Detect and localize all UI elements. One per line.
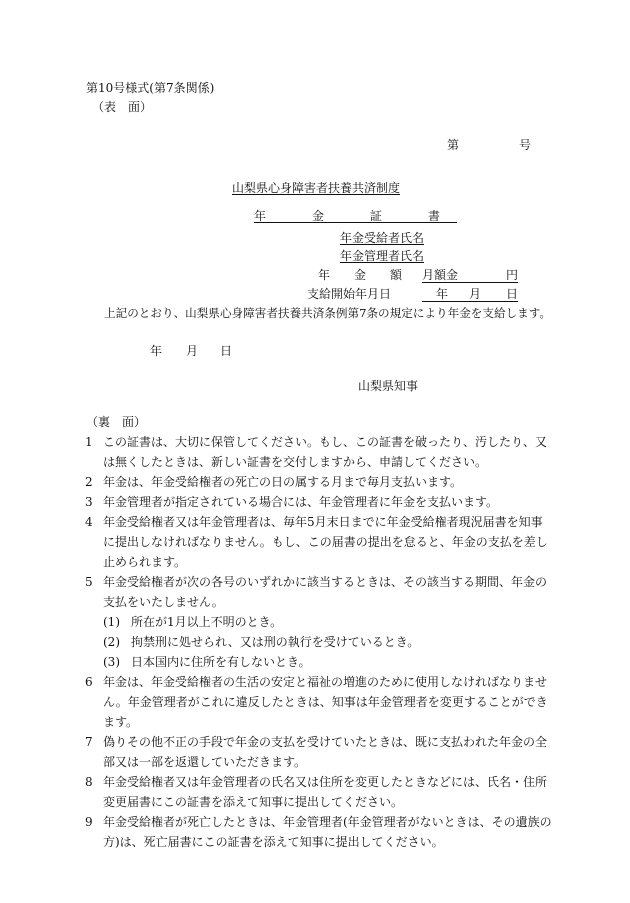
list-item: 4 年金受給権者又は年金管理者は、毎年5月末日までに年金受給権者現況届書を知事に提出しなければなりません。もし、この届書の提出を怠ると、年金の支払を差し止められます。 [85,515,548,569]
back-side-label: （裏 面） [86,415,147,429]
number-prefix: 第 [447,138,460,152]
amount-currency: 円 [506,268,519,282]
amount-monthly-unit: 月額金 [422,268,459,282]
start-date-field [422,286,518,302]
date-year: 年 [150,344,163,358]
issuer: 山梨県知事 [358,379,419,393]
statement: 上記のとおり、山梨県心身障害者扶養共済条例第7条の規定により年金を支給します。 [104,306,552,320]
amount-label: 年 金 額 [318,268,403,282]
list-subitem: (1) 所在が1月以上不明のとき。 [103,615,283,629]
back-items-list [85,432,555,852]
list-item: 7 偽りその他不正の手段で年金の支払を受けていたときは、既に支払われた年金の全部又は一部を返還していただきます。 [85,735,548,769]
front-side-label: （表 面） [92,100,153,114]
recipient-name-label: 年金受給者氏名 [340,231,425,245]
certificate-title: 年 金 証 書 [254,209,458,223]
list-subitem: (2) 拘禁刑に処せられ、又は刑の執行を受けているとき。 [103,635,420,649]
list-subitem: (3) 日本国内に住所を有しないとき。 [103,655,311,669]
number-suffix: 号 [519,138,532,152]
list-item: 3 年金管理者が指定されている場合には、年金管理者に年金を支払います。 [85,495,499,509]
start-day: 日 [506,287,519,301]
list-item: 6 年金は、年金受給権者の生活の安定と福祉の増進のために使用しなければなりません。年金管理者がこれに違反したときは、知事は年金管理者を変更することができます。 [85,675,548,729]
list-item: 1 この証書は、大切に保管してください。もし、この証書を破ったり、汚したり、又は無くしたときは、新しい証書を交付しますから、申請してください。 [85,435,548,469]
amount-field [422,267,518,283]
list-item: 2 年金は、年金受給権者の死亡の日の属する月まで毎月支払います。 [85,475,463,489]
start-month: 月 [469,287,482,301]
system-title: 山梨県心身障害者扶養共済制度 [232,181,401,195]
date-day: 日 [220,344,233,358]
list-item: 8 年金受給権者又は年金管理者の氏名又は住所を変更したときなどには、氏名・住所変更届書にこの証書を添えて知事に提出してください。 [85,775,548,809]
start-date-label: 支給開始年月日 [307,287,392,301]
date-month: 月 [186,344,199,358]
list-item: 9 年金受給権者が死亡したときは、年金管理者(年金管理者がないときは、その遺族の方)は、死亡届書にこの証書を添えて知事に提出してください。 [85,815,552,849]
list-item: 5 年金受給権者が次の各号のいずれかに該当するときは、その該当する期間、年金の支払をいたしません。 [85,575,548,609]
form-number: 第10号様式(第7条関係) [86,81,215,95]
start-year: 年 [436,287,449,301]
manager-name-label: 年金管理者氏名 [340,249,425,263]
